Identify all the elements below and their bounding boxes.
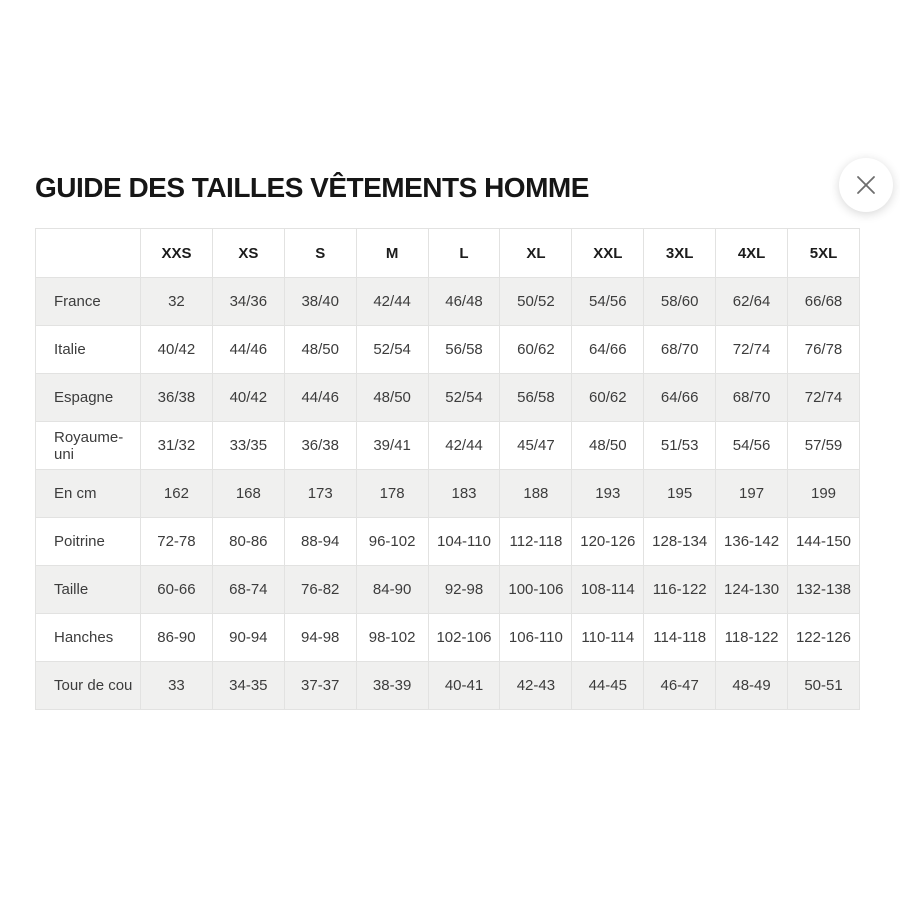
size-value-cell: 76-82 [284, 566, 356, 614]
size-value-cell: 116-122 [644, 566, 716, 614]
size-value-cell: 36/38 [141, 374, 213, 422]
size-value-cell: 52/54 [356, 326, 428, 374]
size-value-cell: 48/50 [572, 422, 644, 470]
size-value-cell: 114-118 [644, 614, 716, 662]
size-table-header-row [36, 229, 860, 278]
size-value-cell: 48/50 [284, 326, 356, 374]
size-value-cell: 32 [141, 278, 213, 326]
size-value-cell: 110-114 [572, 614, 644, 662]
size-value-cell: 48-49 [716, 662, 788, 710]
size-value-cell: 193 [572, 470, 644, 518]
size-value-cell: 57/59 [788, 422, 860, 470]
size-value-cell: 62/64 [716, 278, 788, 326]
size-value-cell: 40/42 [212, 374, 284, 422]
size-value-cell: 128-134 [644, 518, 716, 566]
size-value-cell: 104-110 [428, 518, 500, 566]
size-value-cell: 102-106 [428, 614, 500, 662]
size-value-cell: 60/62 [572, 374, 644, 422]
size-value-cell: 108-114 [572, 566, 644, 614]
size-value-cell: 188 [500, 470, 572, 518]
row-label: Taille [36, 566, 141, 614]
size-value-cell: 72-78 [141, 518, 213, 566]
size-value-cell: 36/38 [284, 422, 356, 470]
size-column-header: XXS [141, 229, 213, 278]
size-value-cell: 33/35 [212, 422, 284, 470]
size-value-cell: 34-35 [212, 662, 284, 710]
size-value-cell: 124-130 [716, 566, 788, 614]
size-value-cell: 162 [141, 470, 213, 518]
size-column-header: 5XL [788, 229, 860, 278]
size-value-cell: 88-94 [284, 518, 356, 566]
row-label: Poitrine [36, 518, 141, 566]
size-column-header: 3XL [644, 229, 716, 278]
size-value-cell: 72/74 [788, 374, 860, 422]
size-table-body [36, 278, 860, 710]
size-value-cell: 98-102 [356, 614, 428, 662]
size-value-cell: 122-126 [788, 614, 860, 662]
row-label: France [36, 278, 141, 326]
size-value-cell: 132-138 [788, 566, 860, 614]
size-value-cell: 38-39 [356, 662, 428, 710]
table-row [36, 422, 860, 470]
table-row [36, 566, 860, 614]
table-row [36, 326, 860, 374]
size-column-header: 4XL [716, 229, 788, 278]
size-value-cell: 64/66 [572, 326, 644, 374]
size-value-cell: 50/52 [500, 278, 572, 326]
size-value-cell: 34/36 [212, 278, 284, 326]
row-label: Hanches [36, 614, 141, 662]
table-row [36, 278, 860, 326]
row-label: En cm [36, 470, 141, 518]
size-value-cell: 84-90 [356, 566, 428, 614]
table-row [36, 470, 860, 518]
size-value-cell: 68/70 [716, 374, 788, 422]
table-row [36, 662, 860, 710]
size-value-cell: 42/44 [356, 278, 428, 326]
size-value-cell: 173 [284, 470, 356, 518]
size-value-cell: 51/53 [644, 422, 716, 470]
size-value-cell: 40/42 [141, 326, 213, 374]
size-value-cell: 106-110 [500, 614, 572, 662]
size-value-cell: 86-90 [141, 614, 213, 662]
page-title: GUIDE DES TAILLES VÊTEMENTS HOMME [35, 172, 589, 203]
size-value-cell: 183 [428, 470, 500, 518]
row-label: Tour de cou [36, 662, 141, 710]
table-row [36, 614, 860, 662]
row-label: Royaume-uni [36, 422, 141, 470]
table-row [36, 518, 860, 566]
size-value-cell: 54/56 [572, 278, 644, 326]
size-value-cell: 197 [716, 470, 788, 518]
size-value-cell: 112-118 [500, 518, 572, 566]
size-value-cell: 33 [141, 662, 213, 710]
size-value-cell: 40-41 [428, 662, 500, 710]
size-value-cell: 90-94 [212, 614, 284, 662]
size-value-cell: 68-74 [212, 566, 284, 614]
size-value-cell: 60/62 [500, 326, 572, 374]
size-value-cell: 56/58 [500, 374, 572, 422]
size-column-header: S [284, 229, 356, 278]
size-value-cell: 44-45 [572, 662, 644, 710]
row-label: Espagne [36, 374, 141, 422]
size-value-cell: 52/54 [428, 374, 500, 422]
size-value-cell: 58/60 [644, 278, 716, 326]
size-value-cell: 72/74 [716, 326, 788, 374]
size-value-cell: 76/78 [788, 326, 860, 374]
size-value-cell: 92-98 [428, 566, 500, 614]
size-value-cell: 46/48 [428, 278, 500, 326]
size-column-header: XL [500, 229, 572, 278]
size-value-cell: 64/66 [644, 374, 716, 422]
size-value-cell: 94-98 [284, 614, 356, 662]
size-column-header: L [428, 229, 500, 278]
size-value-cell: 39/41 [356, 422, 428, 470]
size-value-cell: 42-43 [500, 662, 572, 710]
size-value-cell: 54/56 [716, 422, 788, 470]
table-row [36, 374, 860, 422]
close-button[interactable] [839, 158, 893, 212]
size-value-cell: 48/50 [356, 374, 428, 422]
size-column-header: XS [212, 229, 284, 278]
size-value-cell: 45/47 [500, 422, 572, 470]
size-value-cell: 80-86 [212, 518, 284, 566]
corner-cell [36, 229, 141, 278]
size-value-cell: 42/44 [428, 422, 500, 470]
size-value-cell: 199 [788, 470, 860, 518]
size-column-header: M [356, 229, 428, 278]
size-value-cell: 56/58 [428, 326, 500, 374]
size-value-cell: 120-126 [572, 518, 644, 566]
row-label: Italie [36, 326, 141, 374]
size-value-cell: 37-37 [284, 662, 356, 710]
size-value-cell: 46-47 [644, 662, 716, 710]
size-value-cell: 96-102 [356, 518, 428, 566]
size-guide-table [35, 228, 860, 710]
size-value-cell: 66/68 [788, 278, 860, 326]
size-value-cell: 38/40 [284, 278, 356, 326]
size-value-cell: 178 [356, 470, 428, 518]
size-value-cell: 100-106 [500, 566, 572, 614]
size-value-cell: 144-150 [788, 518, 860, 566]
size-value-cell: 44/46 [212, 326, 284, 374]
size-column-header: XXL [572, 229, 644, 278]
size-value-cell: 60-66 [141, 566, 213, 614]
size-value-cell: 50-51 [788, 662, 860, 710]
size-value-cell: 68/70 [644, 326, 716, 374]
size-value-cell: 44/46 [284, 374, 356, 422]
size-value-cell: 168 [212, 470, 284, 518]
size-value-cell: 31/32 [141, 422, 213, 470]
size-value-cell: 118-122 [716, 614, 788, 662]
size-value-cell: 136-142 [716, 518, 788, 566]
close-icon [855, 174, 877, 196]
size-value-cell: 195 [644, 470, 716, 518]
